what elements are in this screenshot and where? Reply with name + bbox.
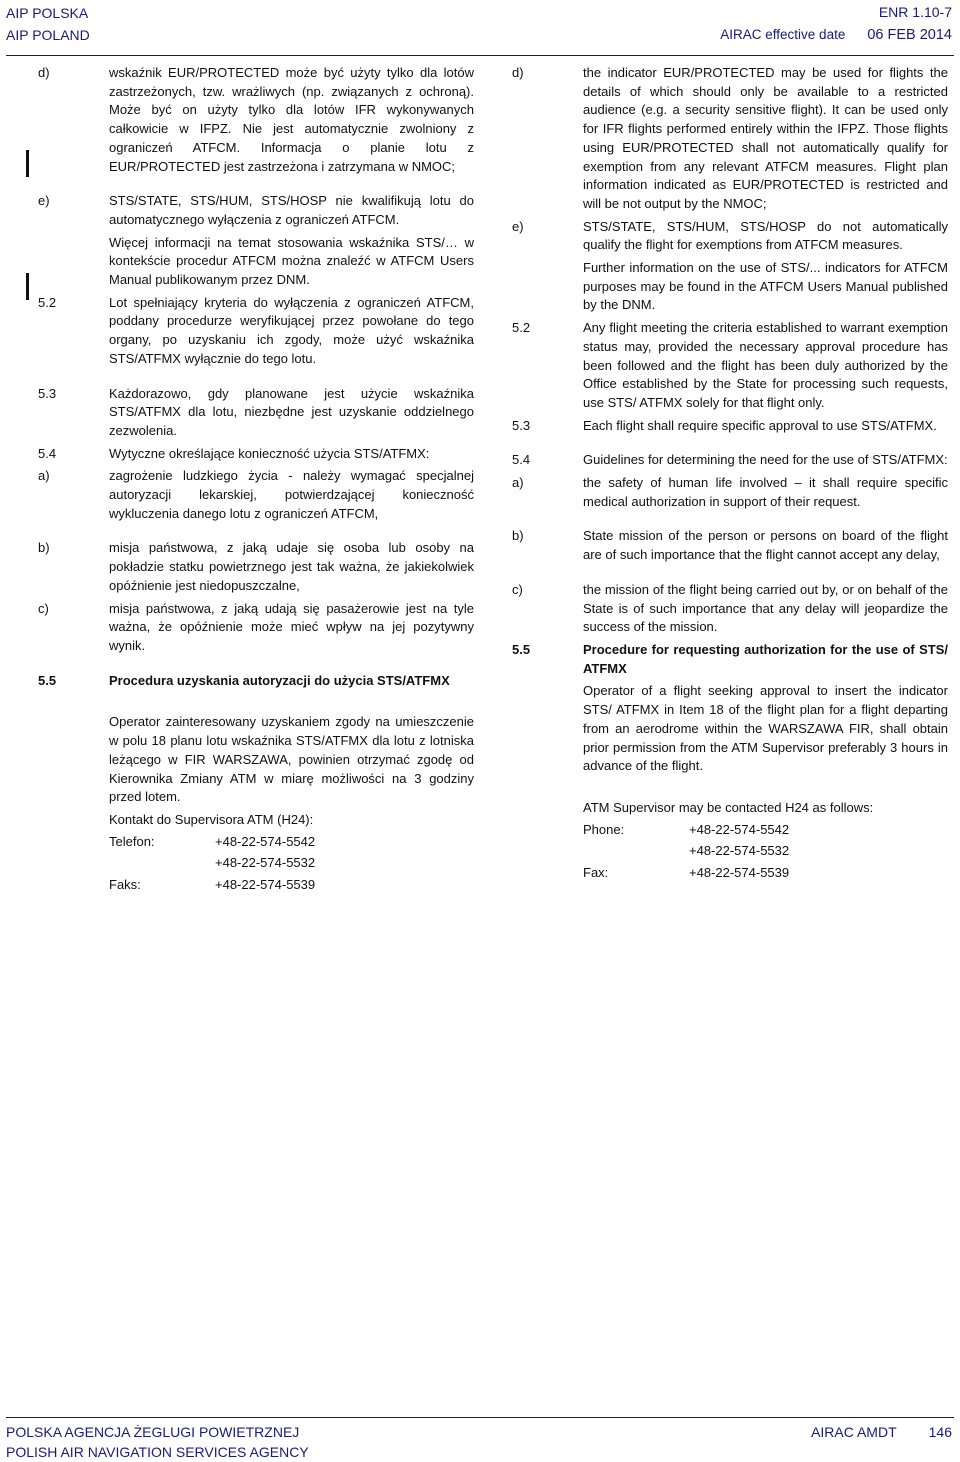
fax-row: [512, 864, 948, 883]
section-text: Any flight meeting the criteria established to warrant exemption status may, provided the necessary approval procedure has been followed and the flight has been duly authorized by the Office established by the State for processing such requests, use STS/ ATFMX solely for that flight only.: [583, 320, 948, 410]
list-item: [512, 527, 948, 564]
change-bar: [26, 273, 29, 300]
phone-row: [38, 854, 474, 873]
phone-label: Phone:: [583, 821, 625, 837]
section-item: [38, 294, 474, 369]
fax-label: Fax:: [583, 865, 609, 881]
section-item: [38, 445, 474, 464]
list-item: [512, 474, 948, 511]
fax-label: Faks:: [109, 877, 141, 893]
section-number: 5.3: [38, 385, 57, 401]
item-marker: d): [512, 65, 524, 80]
airac-date: 06 FEB 2014: [867, 27, 952, 43]
item-marker: e): [512, 218, 524, 234]
section-item: [512, 451, 948, 470]
item-marker: e): [38, 193, 50, 209]
item-text: wskaźnik EUR/PROTECTED może być użyty tylko dla lotów zastrzeżonych, tzw. wrażliwych (np. związanych z ochroną). Może być on użyty tylko dla lotów IFR wykonywanych całkowicie w IFPZ. Nie jest automatycznie zwolniony z ograniczeń ATFCM. Informacja o planie lotu z EUR/PROTECTED jest zastrzeżona i zatrzymana w NMOC;: [109, 65, 474, 174]
section-title: Procedure for requesting authorization for the use of STS/ ATFMX: [583, 641, 948, 676]
section-text: Lot spełniający kryteria do wyłączenia z ograniczeń ATFCM, poddany procedurze weryfikującej przez powołane do tego organy, po uzyskaniu ich zgody, może użyć wskaźnika STS/ATFMX wyłącznie do tego lotu.: [109, 294, 474, 366]
section-number: 5.5: [512, 641, 531, 657]
phone-number: +48-22-574-5542: [215, 833, 316, 849]
header-meta: [720, 2, 952, 48]
phone-row: [38, 833, 474, 852]
fax-number: +48-22-574-5539: [215, 877, 316, 893]
list-item: [512, 64, 948, 214]
airac-line: [720, 22, 952, 48]
header-divider: [6, 55, 954, 56]
item-text: zagrożenie ludzkiego życia - należy wymagać specjalnej autoryzacji lekarskiej, potwierdzającej konieczność wykluczenia danego lotu z ograniczeń ATFCM,: [109, 468, 474, 521]
item-marker: b): [38, 540, 50, 556]
polish-column: [38, 64, 474, 895]
phone-number: +48-22-574-5532: [689, 843, 790, 859]
section-number: ENR 1.10-7: [878, 4, 952, 20]
agency-name-pl: POLSKA AGENCJA ŻEGLUGI POWIETRZNEJ: [6, 1424, 300, 1440]
list-item: [512, 581, 948, 637]
paragraph: Further information on the use of STS/... indicators for ATFCM purposes may be found in the ATFCM Users Manual published by the DNM.: [583, 260, 948, 313]
phone-label: Telefon:: [109, 833, 155, 849]
english-column: [512, 64, 948, 883]
phone-label-empty: [583, 842, 689, 861]
item-text: STS/STATE, STS/HUM, STS/HOSP do not automatically qualify the flight for exemptions from ATFCM measures.: [583, 218, 948, 253]
list-item: [38, 600, 474, 656]
section-number: 5.2: [38, 294, 57, 310]
phone-row: [512, 842, 948, 861]
section-number: 5.5: [38, 672, 57, 688]
section-heading: [38, 672, 474, 691]
item-text: misja państwowa, z jaką udaje się osoba lub osoby na pokładzie statku powietrznego jest tak ważna, że jakiekolwiek opóźnienie jest niedopuszczalne,: [109, 540, 474, 593]
airac-label: AIRAC effective date: [720, 27, 846, 42]
section-number: 5.4: [38, 445, 57, 461]
section-heading: [512, 641, 948, 678]
header-title-en: AIP POLAND: [6, 27, 90, 43]
section-text: Guidelines for determining the need for the use of STS/ATFMX:: [583, 452, 948, 468]
section-number: 5.2: [512, 320, 531, 336]
list-item: [512, 218, 948, 255]
item-text: the safety of human life involved – it shall require specific medical authorization in support of their request.: [583, 475, 948, 509]
item-marker: c): [38, 600, 49, 616]
item-marker: a): [512, 475, 524, 491]
section-text: Wytyczne określające konieczność użycia STS/ATFMX:: [109, 445, 430, 461]
footer-agency: [6, 1422, 309, 1462]
item-marker: a): [38, 468, 50, 484]
change-bar: [26, 150, 29, 177]
phone-label-empty: [109, 854, 215, 873]
contact-intro: ATM Supervisor may be contacted H24 as follows:: [583, 799, 874, 815]
fax-row: [38, 876, 474, 895]
item-text: State mission of the person or persons on board of the flight are of such importance that the flight cannot accept any delay,: [583, 528, 948, 563]
section-title: Procedura uzyskania autoryzacji do użycia STS/ATFMX: [109, 672, 450, 688]
item-marker: b): [512, 528, 524, 544]
paragraph: Więcej informacji na temat stosowania wskaźnika STS/… w kontekście procedur ATFCM można znaleźć w ATFCM Users Manual publikowanym przez DNM.: [109, 234, 474, 288]
paragraph: Operator zainteresowany uzyskaniem zgody na umieszczenie w polu 18 planu lotu wskaźnika STS/ATFMX dla lotu z lotniska leżącego w FIR WARSZAWA, powinien otrzymać zgodę od Kierownika Zmiany ATM w miarę możliwości na 3 godziny przed lotem.: [109, 714, 474, 805]
section-item: [38, 385, 474, 441]
item-marker: d): [38, 65, 50, 80]
section-item: [512, 417, 948, 436]
phone-row: [512, 821, 948, 840]
section-item: [512, 319, 948, 413]
phone-number: +48-22-574-5542: [689, 821, 790, 837]
footer-amdt: [811, 1422, 952, 1442]
agency-name-en: POLISH AIR NAVIGATION SERVICES AGENCY: [6, 1444, 309, 1460]
paragraph: Operator of a flight seeking approval to insert the indicator STS/ ATFMX in Item 18 of the flight plan for a flight departing from an aerodrome within the WARSZAWA FIR, shall obtain prior permission from the ATM Supervisor preferably 3 hours in advance of the flight.: [583, 683, 948, 774]
section-text: Każdorazowo, gdy planowane jest użycie wskaźnika STS/ATFMX dla lotu, niezbędne jest uzyskanie oddzielnego zezwolenia.: [109, 385, 474, 438]
list-item: [38, 192, 474, 229]
list-item: [38, 539, 474, 595]
amdt-number: 146: [928, 1424, 952, 1440]
item-text: STS/STATE, STS/HUM, STS/HOSP nie kwalifikują lotu do automatycznego wyłączenia z ograniczeń ATFCM.: [109, 193, 474, 227]
item-marker: c): [512, 581, 523, 597]
list-item: [38, 64, 474, 176]
fax-number: +48-22-574-5539: [689, 865, 790, 881]
section-text: Each flight shall require specific approval to use STS/ATFMX.: [583, 417, 937, 433]
amdt-label: AIRAC AMDT: [811, 1424, 897, 1440]
contact-intro: Kontakt do Supervisora ATM (H24):: [109, 811, 314, 827]
header-title-pl: AIP POLSKA: [6, 5, 89, 21]
header-titles: [6, 2, 90, 46]
footer-divider: [6, 1417, 954, 1418]
item-text: the indicator EUR/PROTECTED may be used for flights the details of which should only be available to a restricted audience (e.g. a security sensitive flight). It can be used only for IFR flights performed entirely within the IFPZ. Those flights using EUR/PROTECTED shall not automatically qualify for exemption from any relevant ATFCM measures. Flight plan information indicated as EUR/PROTECTED is restricted and will be not output by the NMOC;: [583, 65, 948, 211]
list-item: [38, 467, 474, 523]
item-text: the mission of the flight being carried out by, or on behalf of the State is of such importance that any delay will jeopardize the success of the mission.: [583, 581, 948, 635]
section-number: 5.4: [512, 452, 531, 468]
section-number: 5.3: [512, 417, 531, 433]
item-text: misja państwowa, z jaką udają się pasażerowie jest na tyle ważna, że opóźnienie może mieć wpływ na jej pozytywny wynik.: [109, 600, 474, 653]
phone-number: +48-22-574-5532: [215, 855, 316, 871]
